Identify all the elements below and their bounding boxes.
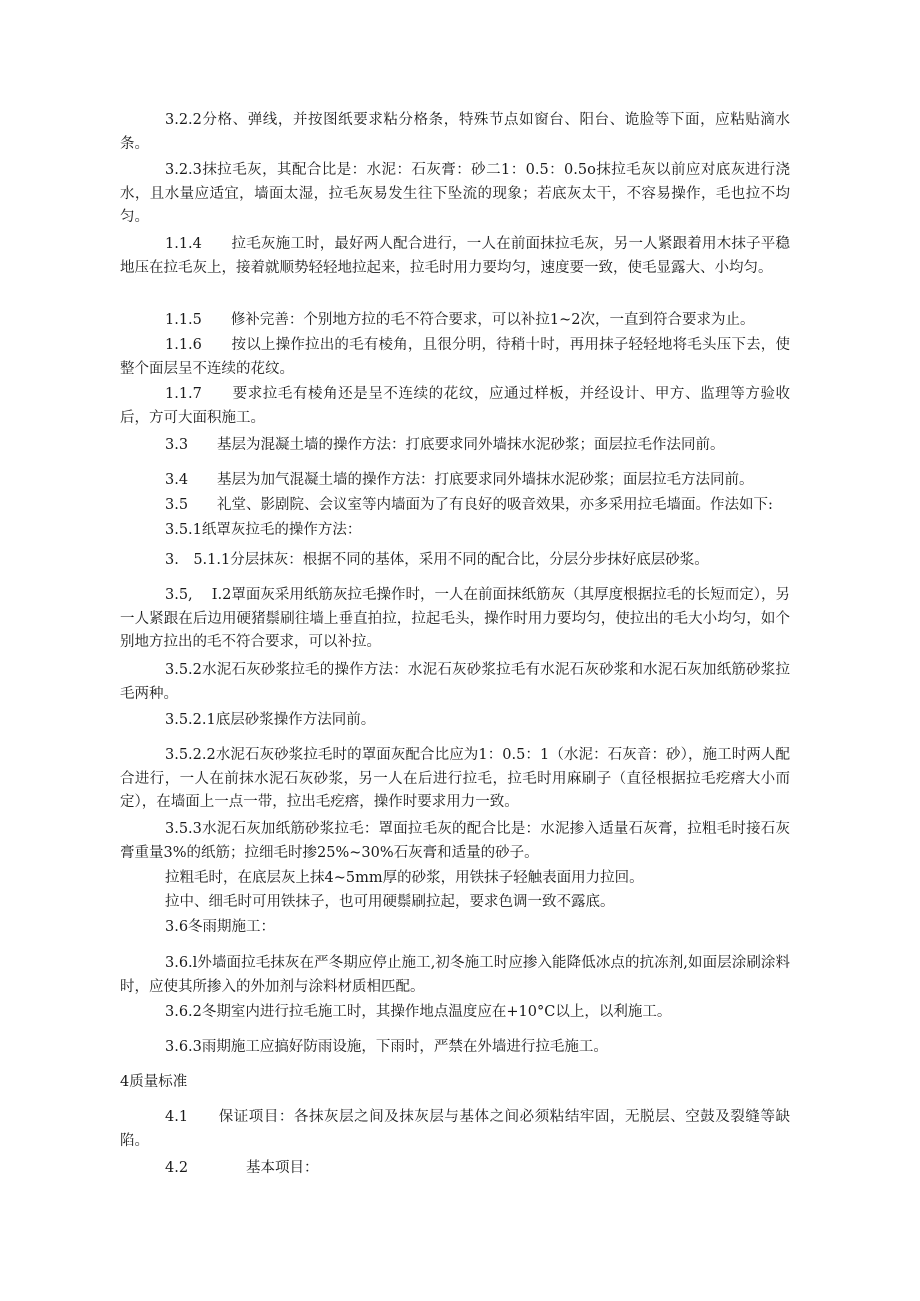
paragraph-3-5-2-2: 3.5.2.2水泥石灰砂浆拉毛时的罩面灰配合比应为1：0.5：1（水泥：石灰音：砂），施工时两人配合进行，一人在前抹水泥石灰砂浆，另一人在后进行拉毛，拉毛时用麻刷子（直径根据拉毛疙瘩大小而定），在墙面上一点一带，拉出毛疙瘩，操作时要求用力一致。 [120, 747, 790, 810]
paragraph-3-5-1-1: 3. 5.1.1分层抹灰：根据不同的基体，采用不同的配合比，分层分步抹好底层砂浆。 [165, 552, 709, 568]
paragraph-3-5-1-2: 3.5, I.2罩面灰采用纸筋灰拉毛操作时，一人在前面抹纸筋灰（其厚度根据拉毛的长短而定），另一人紧跟在后边用硬猪鬃刷往墙上垂直拍拉，拉起毛头，操作时用力要均匀，使拉出的毛大小均匀，如个别地方拉出的毛不符合要求，可以补拉。 [120, 587, 790, 650]
paragraph-4-1: 4.1 保证项目：各抹灰层之间及抹灰层与基体之间必须粘结牢固，无脱层、空鼓及裂缝等缺陷。 [120, 1109, 790, 1149]
paragraph-3-2-3: 3.2.3抹拉毛灰，其配合比是：水泥：石灰膏：砂二1：0.5：0.5o抹拉毛灰以前应对底灰进行浇水，且水量应适宜，墙面太湿，拉毛灰易发生往下坠流的现象；若底灰太干，不容易操作，毛也拉不均匀。 [120, 162, 790, 225]
paragraph-1-1-4: 1.1.4 拉毛灰施工时，最好两人配合进行，一人在前面抹拉毛灰，另一人紧跟着用木抹子平稳地压在拉毛灰上，接着就顺势轻轻地拉起来，拉毛时用力要均匀，速度要一致，使毛显露大、小均匀。 [120, 236, 790, 276]
paragraph-3-4: 3.4 基层为加气混凝土墙的操作方法：打底要求同外墙抹水泥砂浆；面层拉毛方法同前。 [165, 472, 754, 488]
paragraph-coarse-texture: 拉粗毛时，在底层灰上抹4~5mm厚的砂浆，用铁抹子轻触表面用力拉回。 [165, 870, 644, 886]
paragraph-3-6-2: 3.6.2冬期室内进行拉毛施工时，其操作地点温度应在+10°C以上，以利施工。 [165, 1004, 672, 1020]
paragraph-3-5-2-1: 3.5.2.1底层砂浆操作方法同前。 [165, 712, 376, 728]
paragraph-3-6-3: 3.6.3雨期施工应搞好防雨设施，下雨时，严禁在外墙进行拉毛施工。 [165, 1039, 608, 1055]
paragraph-fine-texture: 拉中、细毛时可用铁抹子，也可用硬鬃刷拉起，要求色调一致不露底。 [165, 894, 615, 910]
paragraph-3-3: 3.3 基层为混凝土墙的操作方法：打底要求同外墙抹水泥砂浆；面层拉毛作法同前。 [165, 437, 725, 453]
paragraph-3-5-3: 3.5.3水泥石灰加纸筋砂浆拉毛：罩面拉毛灰的配合比是：水泥掺入适量石灰膏，拉粗毛时接石灰膏重量3%的纸筋；拉细毛时掺25%~30%石灰膏和适量的砂子。 [120, 821, 790, 861]
paragraph-3-5-1: 3.5.1纸罩灰拉毛的操作方法： [165, 522, 362, 538]
paragraph-3-6-1: 3.6.l外墙面拉毛抹灰在严冬期应停止施工,初冬施工时应掺入能降低冰点的抗冻剂,如面层涂刷涂料时，应使其所掺入的外加剂与涂料材质相匹配。 [120, 955, 790, 995]
paragraph-1-1-6: 1.1.6 按以上操作拉出的毛有棱角，且很分明，待稍十时，再用抹子轻轻地将毛头压下去，使整个面层呈不连续的花纹。 [120, 337, 790, 377]
paragraph-3-2-2: 3.2.2分格、弹线，并按图纸要求粘分格条，特殊节点如窗台、阳台、诡脸等下面，应粘贴滴水条。 [120, 112, 790, 152]
paragraph-3-6: 3.6冬雨期施工： [165, 919, 276, 935]
section-heading-quality-standard: 4质量标准 [120, 1074, 188, 1090]
paragraph-1-1-5: 1.1.5 修补完善：个别地方拉的毛不符合要求，可以补拉1~2次，一直到符合要求为止。 [165, 312, 755, 328]
paragraph-3-5-2: 3.5.2水泥石灰砂浆拉毛的操作方法：水泥石灰砂浆拉毛有水泥石灰砂浆和水泥石灰加纸筋砂浆拉毛两种。 [120, 662, 790, 702]
paragraph-1-1-7: 1.1.7 要求拉毛有棱角还是呈不连续的花纹，应通过样板，并经设计、甲方、监理等方验收后，方可大面积施工。 [120, 386, 790, 426]
paragraph-4-2: 4.2 基本项目： [165, 1160, 319, 1176]
paragraph-3-5: 3.5 礼堂、影剧院、会议室等内墙面为了有良好的吸音效果，亦多采用拉毛墙面。作法如下: [165, 497, 773, 513]
